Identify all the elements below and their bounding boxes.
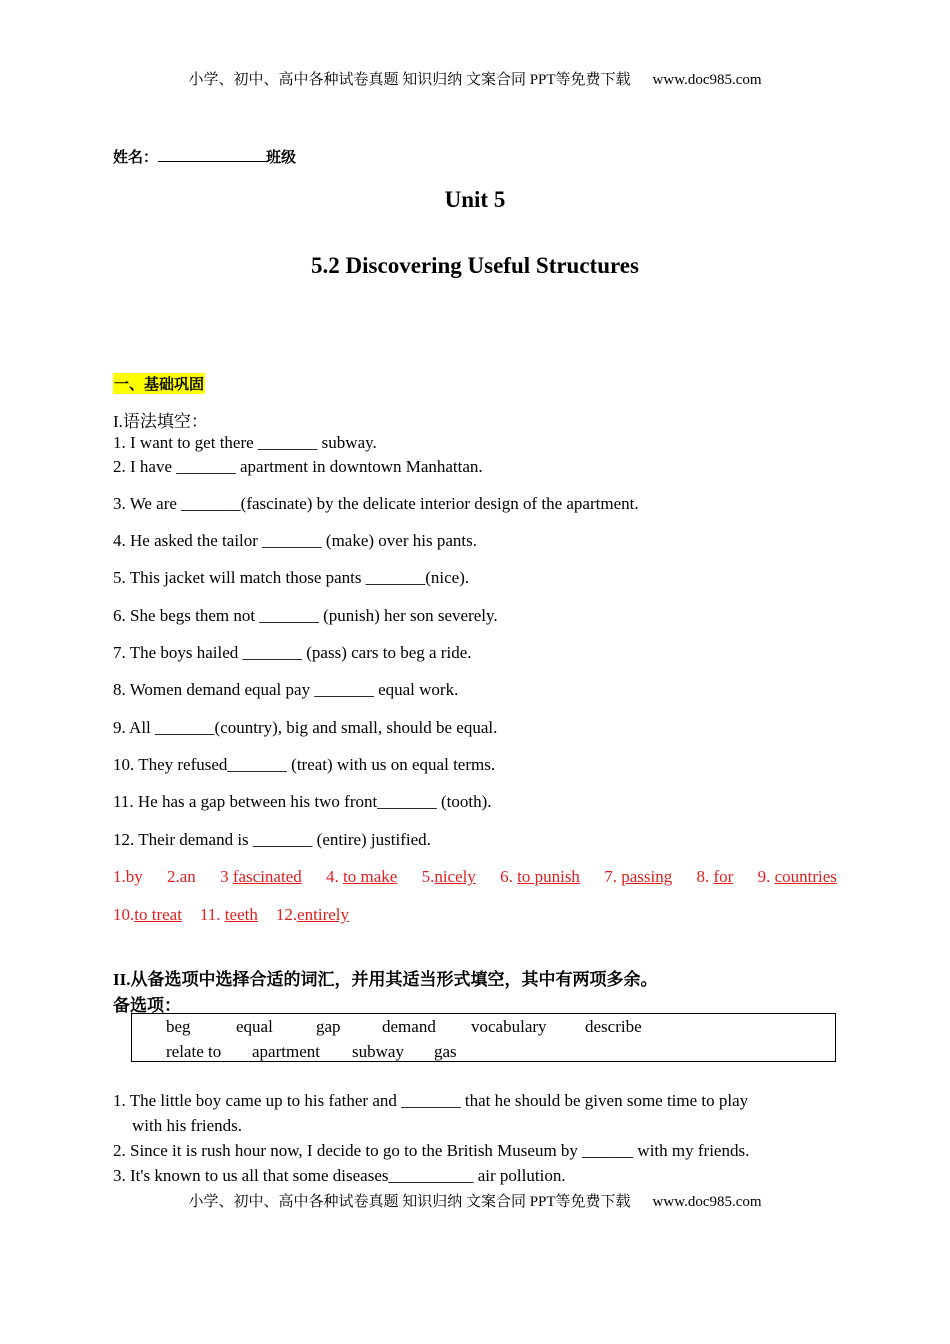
question-item: 11. He has a gap between his two front_______ (tooth).: [113, 792, 492, 811]
word-option: gas: [434, 1042, 457, 1061]
question-item: 10. They refused_______ (treat) with us on equal terms.: [113, 755, 496, 774]
answer-number: 5.: [421, 867, 435, 886]
answer-entry: [604, 867, 672, 887]
part1-title: I.语法填空：: [113, 412, 208, 431]
word-option: apartment: [252, 1042, 320, 1061]
answer-text: passing: [621, 867, 673, 886]
word-bank-box: [131, 1013, 836, 1062]
word-option: subway: [352, 1042, 404, 1061]
question-item: 5. This jacket will match those pants _______(nice).: [113, 568, 470, 587]
unit-title: Unit 5: [444, 187, 506, 212]
answer-text: to make: [343, 867, 398, 886]
word-option: describe: [585, 1017, 642, 1036]
answer-entry: [276, 905, 349, 924]
header-site-link[interactable]: www.doc985.com: [652, 72, 762, 88]
answer-number: 12.: [275, 905, 298, 924]
answer-text: fascinated: [232, 867, 302, 886]
word-option: vocabulary: [471, 1017, 547, 1036]
answer-entry: [326, 867, 397, 887]
answer-text: for: [713, 867, 734, 886]
question-item: 6. She begs them not _______ (punish) her son severely.: [113, 606, 498, 625]
answer-key-line-1: [113, 867, 837, 887]
answer-entry: [167, 867, 196, 887]
options-label: 备选项：: [113, 996, 181, 1016]
word-option: relate to: [166, 1042, 222, 1061]
question-item: 3. We are _______(fascinate) by the delicate interior design of the apartment.: [113, 494, 639, 513]
answer-text: countries: [774, 867, 837, 886]
answer-text: teeth: [224, 905, 258, 924]
name-blank[interactable]: [158, 147, 266, 162]
word-option: demand: [382, 1017, 436, 1036]
question-item: 4. He asked the tailor _______ (make) over his pants.: [113, 531, 477, 550]
question-item: 2. I have _______ apartment in downtown Manhattan.: [113, 457, 483, 476]
answer-number: 6.: [500, 867, 518, 886]
answer-entry: [220, 867, 302, 887]
answer-key-line-2: [113, 905, 349, 925]
question-item: 12. Their demand is _______ (entire) justified.: [113, 830, 431, 849]
question-item: 8. Women demand equal pay _______ equal work.: [113, 680, 459, 699]
answer-entry: [696, 867, 733, 887]
question-item: 9. All _______(country), big and small, should be equal.: [113, 718, 498, 737]
answer-entry: [422, 867, 476, 887]
answer-number: 4.: [326, 867, 343, 886]
answer-number: 2.an: [167, 867, 196, 886]
answer-number: 11.: [199, 905, 225, 924]
question-item: 2. Since it is rush hour now, I decide to go to the British Museum by ______ with my friends.: [113, 1141, 750, 1160]
answer-entry: [113, 905, 182, 924]
answer-entry: [200, 905, 258, 924]
page-header: [0, 68, 950, 89]
lesson-title: 5.2 Discovering Useful Structures: [311, 253, 639, 278]
part2-title: II.从备选项中选择合适的词汇，并用其适当形式填空，其中有两项多余。: [113, 970, 658, 989]
word-option: gap: [316, 1017, 341, 1036]
question-item: 1. I want to get there _______ subway.: [113, 433, 377, 452]
answer-number: 9.: [757, 867, 775, 886]
answer-number: 3: [220, 867, 233, 886]
question-item: 3. It's known to us all that some diseases__________ air pollution.: [113, 1166, 566, 1185]
answer-number: 1.by: [113, 867, 143, 886]
question-item: with his friends.: [132, 1116, 243, 1135]
answer-number: 10.: [113, 905, 135, 924]
class-label: 班级: [266, 148, 297, 166]
name-class-line: [113, 146, 296, 167]
answer-entry: [500, 867, 580, 887]
footer-site-link[interactable]: www.doc985.com: [652, 1194, 762, 1210]
word-option: equal: [236, 1017, 273, 1036]
question-item: 7. The boys hailed _______ (pass) cars to beg a ride.: [113, 643, 472, 662]
question-item: 1. The little boy came up to his father and _______ that he should be given some time to play: [113, 1091, 749, 1110]
page-footer: [0, 1190, 950, 1211]
footer-text: 小学、初中、高中各种试卷真题 知识归纳 文案合同 PPT等免费下载: [188, 1194, 631, 1210]
word-option: beg: [166, 1017, 191, 1036]
answer-number: 8.: [696, 867, 714, 886]
answer-entry: [758, 867, 837, 887]
answer-text: to punish: [517, 867, 580, 886]
answer-text: to treat: [134, 905, 182, 924]
answer-entry: [113, 867, 143, 887]
header-text: 小学、初中、高中各种试卷真题 知识归纳 文案合同 PPT等免费下载: [188, 72, 631, 88]
answer-number: 7.: [604, 867, 622, 886]
answer-text: entirely: [297, 905, 350, 924]
section-basics-heading: 一、基础巩固: [114, 375, 205, 393]
answer-text: nicely: [434, 867, 476, 886]
name-label: 姓名：: [113, 148, 159, 166]
